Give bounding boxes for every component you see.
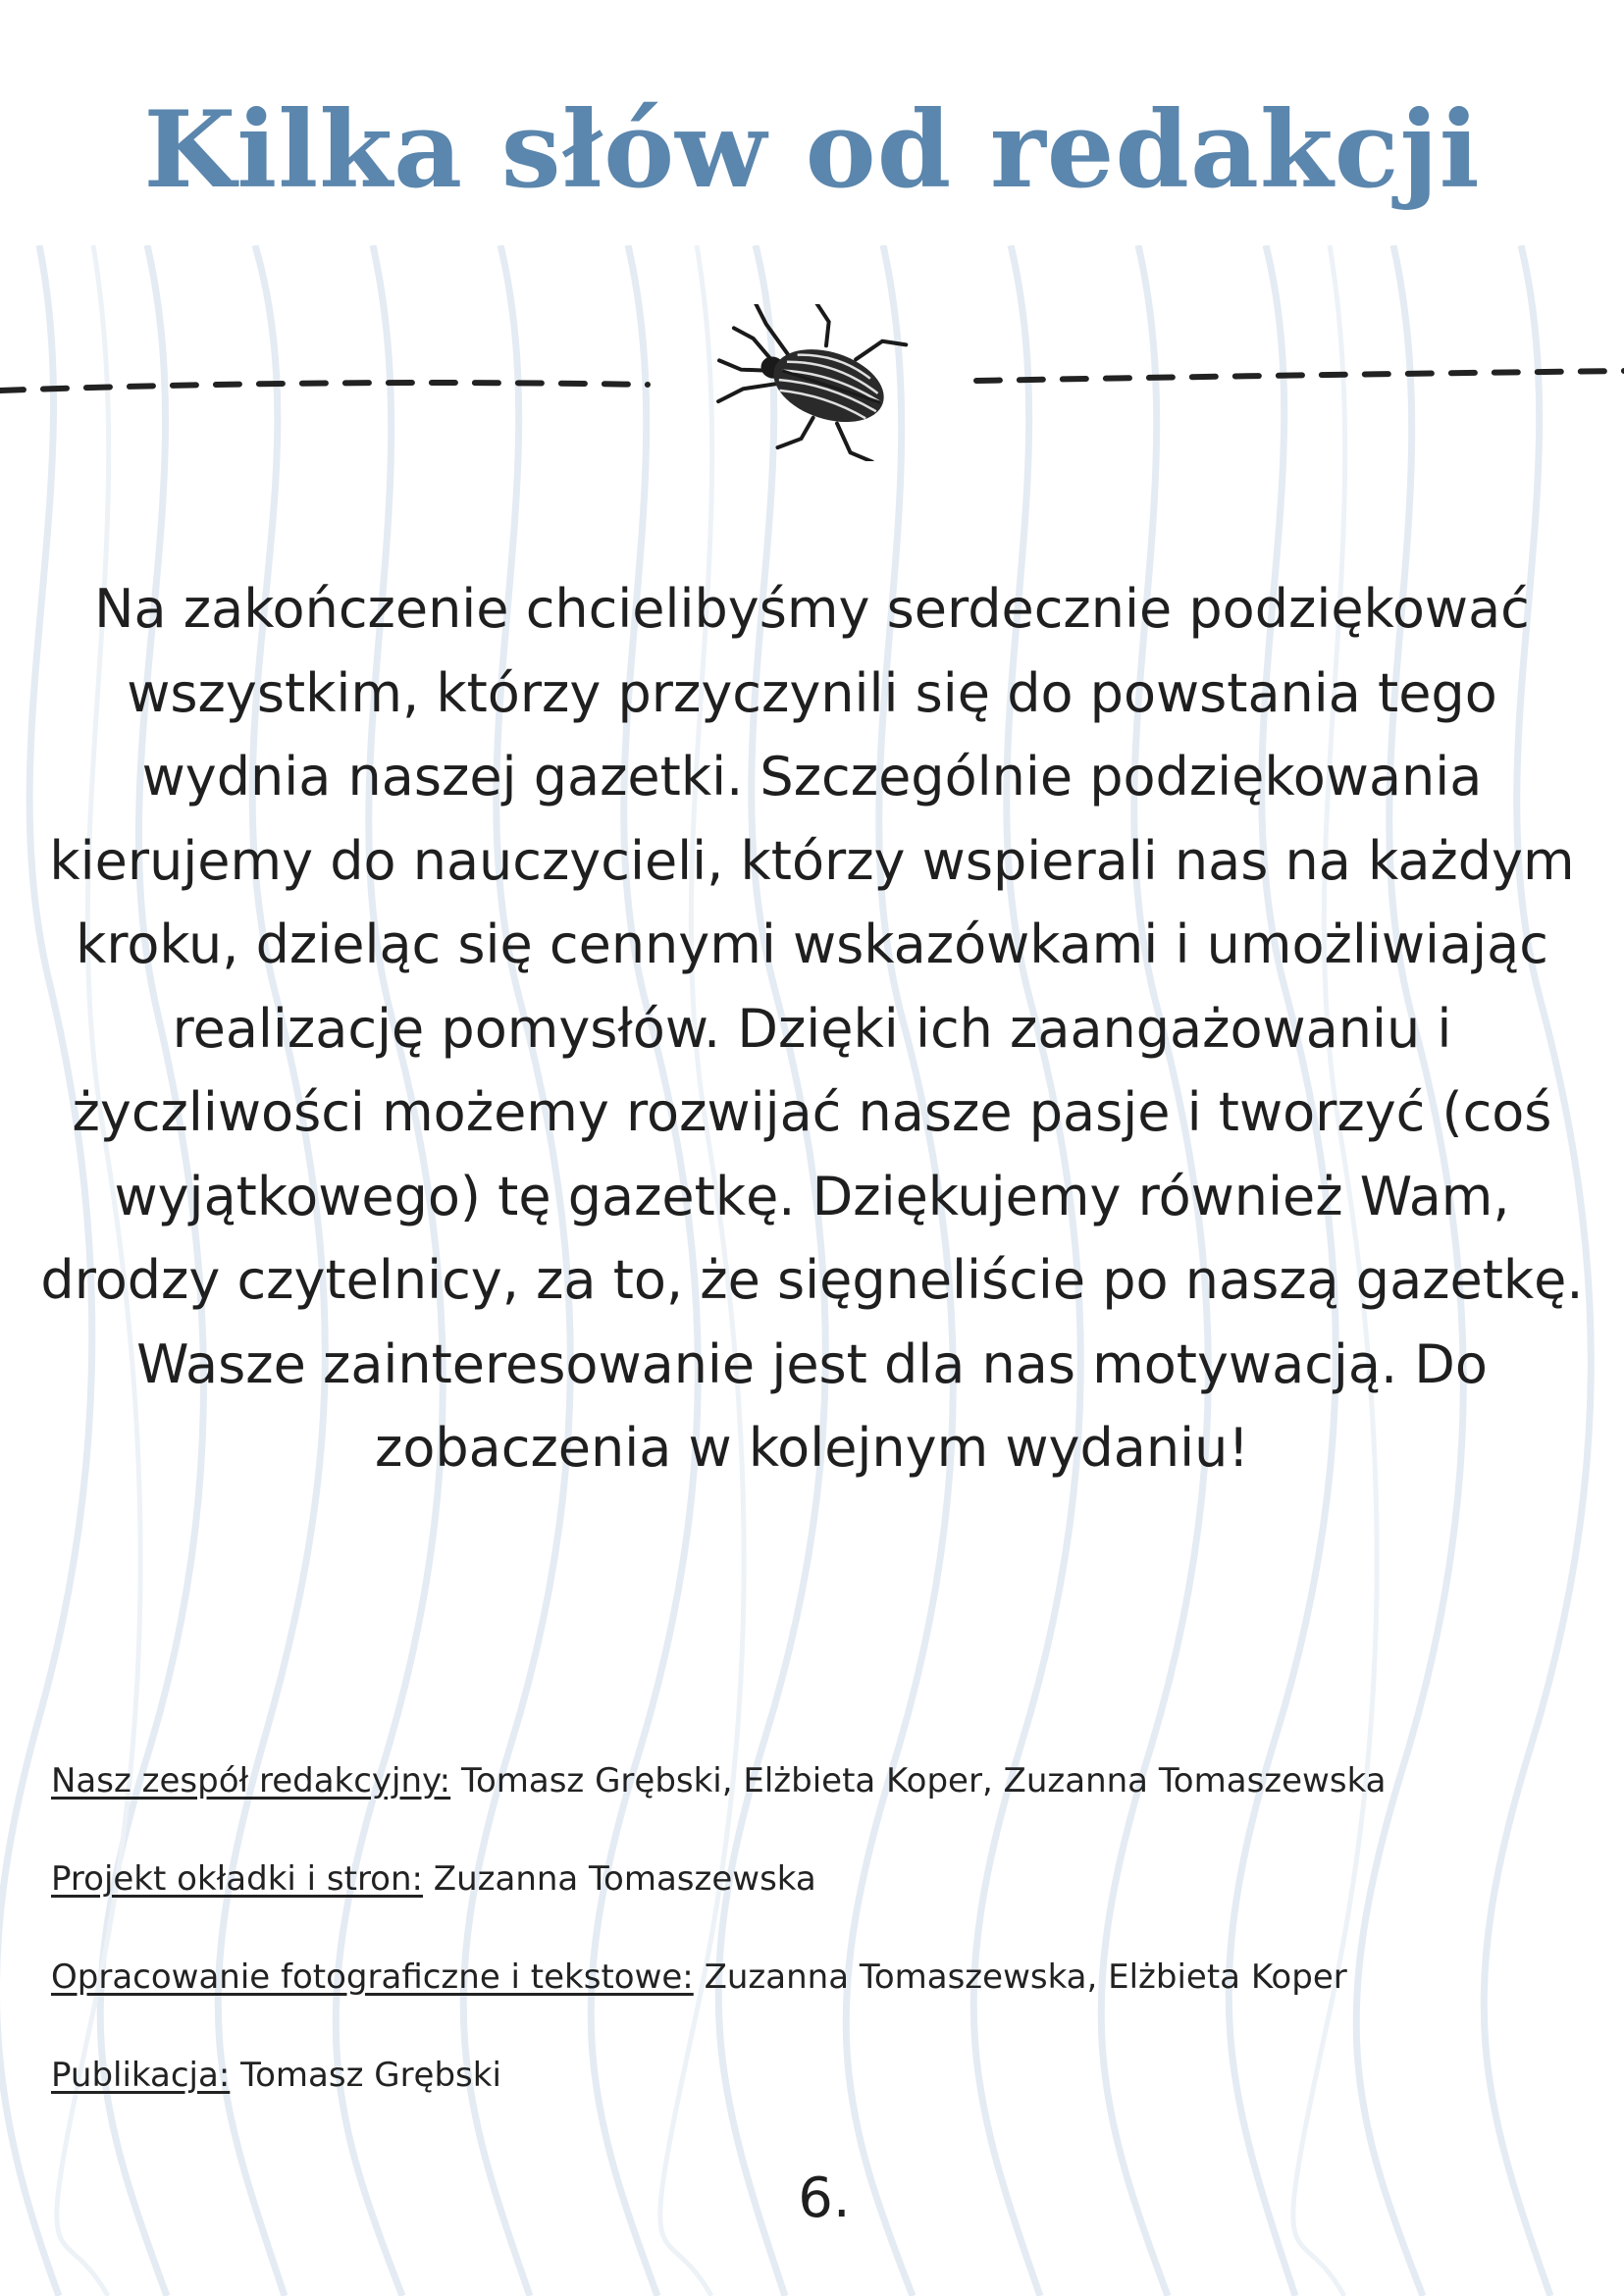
page-title: Kilka słów od redakcji	[143, 88, 1481, 212]
credit-cover-design	[51, 1854, 1523, 1953]
credit-value: Zuzanna Tomaszewska, Elżbieta Koper	[704, 1957, 1347, 1997]
credit-editorial-team	[51, 1756, 1523, 1854]
credit-label: Opracowanie fotograficzne i tekstowe:	[51, 1957, 694, 1997]
credit-label: Publikacja:	[51, 2056, 231, 2095]
credit-value: Tomasz Grębski, Elżbieta Koper, Zuzanna Tomaszewska	[460, 1761, 1387, 1800]
credit-photo-text	[51, 1953, 1523, 2051]
page-number: 6.	[798, 2166, 851, 2230]
credits-list	[51, 1756, 1523, 2149]
credit-value: Tomasz Grębski	[240, 2056, 501, 2095]
credit-value: Zuzanna Tomaszewska	[433, 1859, 816, 1899]
dashed-divider	[0, 304, 1624, 461]
credit-label: Projekt okładki i stron:	[51, 1859, 423, 1899]
credit-label: Nasz zespół redakcyjny:	[51, 1761, 451, 1800]
beetle-icon	[700, 304, 915, 461]
credit-publication	[51, 2051, 1523, 2149]
editorial-message: Na zakończenie chcielibyśmy serdecznie podziękować wszystkim, którzy przyczynili się do powstania tego wydnia naszej gazetki. Szczególnie podziękowania kierujemy do nauczycieli, którzy wspierali nas na każdym kroku, dzieląc się cennymi wskazówkami i umożliwiając realizację pomysłów. Dzięki ich zaangażowaniu i życzliwości możemy rozwijać nasze pasje i tworzyć (coś wyjątkowego) tę gazetkę. Dziękujemy również Wam, drodzy czytelnicy, za to, że sięgneliście po naszą gazetkę. Wasze zainteresowanie jest dla nas motywacją. Do zobaczenia w kolejnym wydaniu!	[40, 578, 1584, 1479]
